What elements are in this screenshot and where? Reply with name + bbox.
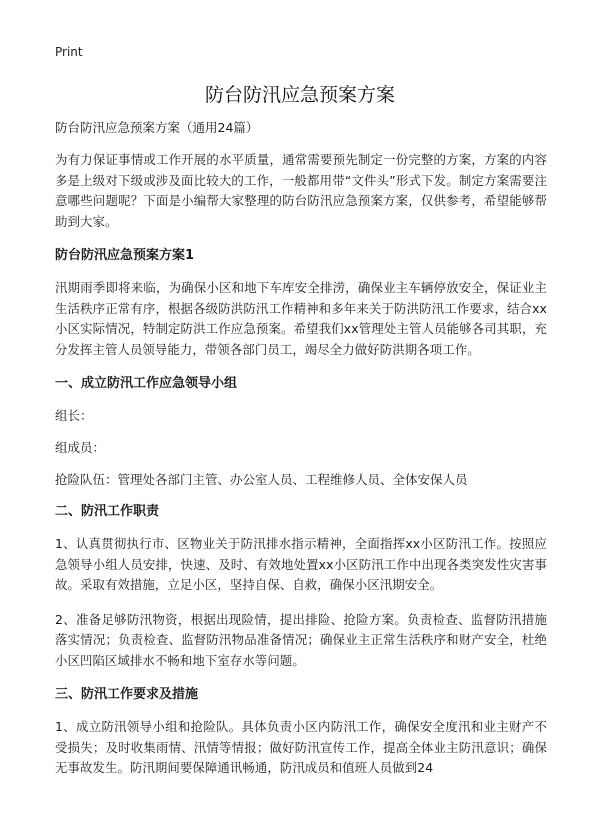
section-heading: 防台防汛应急预案方案1 — [55, 248, 195, 263]
document-title: 防台防汛应急预案方案 — [204, 84, 395, 106]
requirement-paragraph-1: 1、成立防汛领导小组和抢险队。具体负责小区内防汛工作，确保安全度汛和业主财产不受损失；及时收集雨情、汛情等情报；做好防汛宣传工作，提高全体业主防汛意识；确保无事故发生。防汛期间要保障通讯畅通，防汛成员和值班人员做到24 — [55, 719, 547, 775]
leader-line: 组长： — [55, 408, 93, 423]
heading-requirements: 三、防汛工作要求及措施 — [55, 687, 199, 702]
print-link[interactable]: Print — [55, 45, 83, 59]
heading-duties: 二、防汛工作职责 — [55, 504, 160, 519]
rescue-team-line: 抢险队伍：管理处各部门主管、办公室人员、工程维修人员、全体安保人员 — [55, 472, 468, 487]
document-body — [55, 118, 547, 793]
intro-paragraph: 为有力保证事情或工作开展的水平质量，通常需要预先制定一份完整的方案，方案的内容多是上级对下级或涉及面比较大的工作，一般都用带“文件头”形式下发。制定方案需要注意哪些问题呢？下面是小编帮大家整理的防台防汛应急预案方案，仅供参考，希望能够帮助到大家。 — [55, 152, 547, 229]
duty-paragraph-2: 2、准备足够防汛物资，根据出现险情，提出排险、抢险方案。负责检查、监督防汛措施落实情况；负责检查、监督防汛物品准备情况；确保业主正常生活秩序和财产安全，杜绝小区凹陷区域排水不畅和地下室存水等问题。 — [55, 611, 547, 668]
heading-leadership: 一、成立防汛工作应急领导小组 — [55, 376, 238, 391]
duty-paragraph-1: 1、认真贯彻执行市、区物业关于防汛排水指示精神，全面指挥xx小区防汛工作。按照应急领导小组人员安排，快速、及时、有效地处置xx小区防汛工作中出现各类突发性灾害事故。采取有效措施，立足小区，坚持自保、自救，确保小区汛期安全。 — [55, 536, 547, 592]
members-line: 组成员： — [55, 440, 106, 455]
document-subtitle: 防台防汛应急预案方案（通用24篇） — [55, 120, 259, 135]
paragraph: 汛期雨季即将来临，为确保小区和地下车库安全排涝，确保业主车辆停放安全，保证业主生活秩序正常有序，根据各级防洪防汛工作精神和多年来关于防洪防汛工作要求，结合xx小区实际情况，特制定防洪工作应急预案。希望我们xx管理处主管人员能够各司其职，充分发挥主管人员领导能力，带领各部门员工，竭尽全力做好防洪期各项工作。 — [55, 280, 547, 357]
